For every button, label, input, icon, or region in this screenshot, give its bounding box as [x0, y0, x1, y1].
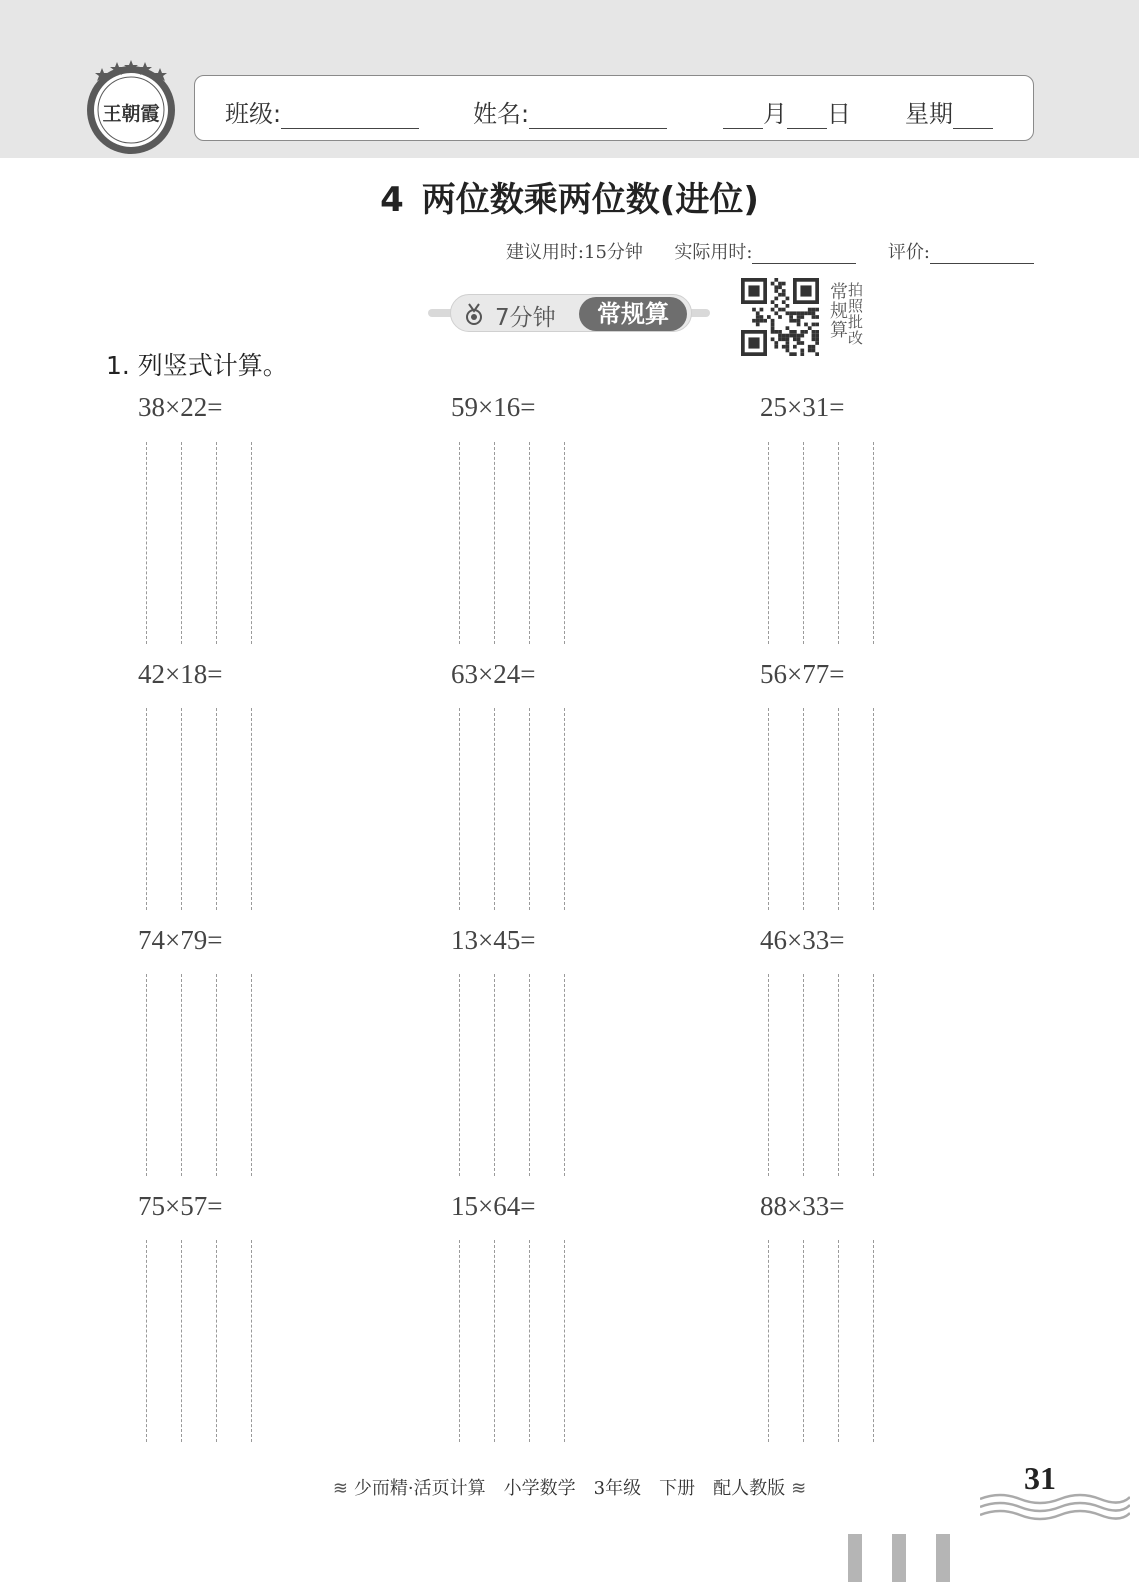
class-field — [225, 94, 419, 129]
dashed-guide-line — [838, 974, 839, 1176]
footer-text — [0, 1474, 1139, 1500]
actual-time-label: 实际用时: — [674, 242, 753, 263]
dashed-guide-line — [838, 708, 839, 910]
wave-icon: ≋ — [332, 1478, 348, 1499]
dashed-guide-line — [251, 708, 252, 910]
vertical-calc-workspace[interactable] — [459, 708, 579, 910]
dashed-guide-line — [459, 708, 460, 910]
rating-blank[interactable] — [930, 242, 1034, 264]
dashed-guide-line — [873, 1240, 874, 1442]
dashed-guide-line — [251, 974, 252, 1176]
month-label: 月 — [763, 100, 787, 128]
qr-label-sub: 拍照批改 — [846, 282, 864, 346]
time-badge — [428, 294, 710, 332]
name-label: 姓名: — [473, 100, 530, 128]
lesson-number: 4 — [380, 180, 404, 220]
dashed-guide-line — [181, 708, 182, 910]
dashed-guide-line — [803, 1240, 804, 1442]
vertical-calc-workspace[interactable] — [146, 974, 266, 1176]
dashed-guide-line — [494, 708, 495, 910]
dashed-guide-line — [146, 442, 147, 644]
dashed-guide-line — [146, 974, 147, 1176]
day-blank[interactable] — [787, 103, 827, 129]
problem-expression: 15×64= — [451, 1191, 536, 1221]
dashed-guide-line — [494, 442, 495, 644]
dashed-guide-line — [216, 708, 217, 910]
dashed-guide-line — [873, 708, 874, 910]
dashed-guide-line — [803, 708, 804, 910]
suggested-time: 建议用时:15分钟 — [505, 242, 643, 263]
vertical-calc-workspace[interactable] — [459, 974, 579, 1176]
dashed-guide-line — [564, 442, 565, 644]
dashed-guide-line — [768, 442, 769, 644]
badge-minutes: 7分钟 — [495, 305, 556, 331]
problem-expression: 63×24= — [451, 659, 536, 689]
dashed-guide-line — [803, 442, 804, 644]
name-field — [473, 94, 667, 129]
vertical-calc-workspace[interactable] — [459, 1240, 579, 1442]
dashed-guide-line — [873, 974, 874, 1176]
vertical-calc-workspace[interactable] — [768, 974, 888, 1176]
vertical-calc-workspace[interactable] — [459, 442, 579, 644]
wave-icon: ≋ — [791, 1478, 807, 1499]
badge-tag: 常规算 — [579, 297, 687, 331]
dashed-guide-line — [564, 1240, 565, 1442]
dashed-guide-line — [768, 974, 769, 1176]
dashed-guide-line — [251, 1240, 252, 1442]
dashed-guide-line — [216, 1240, 217, 1442]
problem-expression: 25×31= — [760, 392, 845, 422]
medal-icon — [463, 303, 485, 325]
qr-label-main: 常规算 — [827, 282, 848, 339]
dashed-guide-line — [768, 708, 769, 910]
dashed-guide-line — [459, 1240, 460, 1442]
problem-expression: 38×22= — [138, 392, 223, 422]
publisher-logo-seal — [82, 58, 180, 156]
problem-expression: 56×77= — [760, 659, 845, 689]
dashed-guide-line — [459, 442, 460, 644]
weekday-blank[interactable] — [953, 103, 993, 129]
page-title — [0, 172, 1139, 221]
month-blank[interactable] — [723, 103, 763, 129]
student-info-box — [194, 75, 1034, 141]
dashed-guide-line — [181, 442, 182, 644]
dashed-guide-line — [494, 1240, 495, 1442]
lesson-title: 两位数乘两位数(进位) — [421, 180, 759, 220]
dashed-guide-line — [529, 442, 530, 644]
problem-expression: 42×18= — [138, 659, 223, 689]
name-blank[interactable] — [529, 103, 667, 129]
problem-expression: 46×33= — [760, 925, 845, 955]
dashed-guide-line — [181, 974, 182, 1176]
dashed-guide-line — [838, 1240, 839, 1442]
class-blank[interactable] — [281, 103, 419, 129]
qr-code-icon[interactable] — [741, 278, 819, 356]
actual-time-blank[interactable] — [752, 242, 856, 264]
page-number: 31 — [1024, 1460, 1056, 1496]
dashed-guide-line — [564, 708, 565, 910]
problem-expression: 75×57= — [138, 1191, 223, 1221]
weekday-field — [905, 94, 993, 129]
logo-text: 王朝霞 — [102, 103, 160, 125]
vertical-calc-workspace[interactable] — [768, 1240, 888, 1442]
timing-row — [506, 238, 1034, 264]
rating-label: 评价: — [887, 242, 930, 263]
problem-expression: 74×79= — [138, 925, 223, 955]
dashed-guide-line — [459, 974, 460, 1176]
dashed-guide-line — [494, 974, 495, 1176]
dashed-guide-line — [529, 1240, 530, 1442]
dashed-guide-line — [768, 1240, 769, 1442]
dashed-guide-line — [146, 708, 147, 910]
dashed-guide-line — [251, 442, 252, 644]
dashed-guide-line — [564, 974, 565, 1176]
dashed-guide-line — [216, 442, 217, 644]
weekday-label: 星期 — [905, 100, 953, 128]
date-field — [723, 94, 851, 129]
decorative-waves-icon — [980, 1485, 1130, 1525]
dashed-guide-line — [529, 974, 530, 1176]
class-label: 班级: — [225, 100, 282, 128]
dashed-guide-line — [216, 974, 217, 1176]
problem-expression: 59×16= — [451, 392, 536, 422]
problem-expression: 88×33= — [760, 1191, 845, 1221]
vertical-calc-workspace[interactable] — [146, 1240, 266, 1442]
dashed-guide-line — [838, 442, 839, 644]
dashed-guide-line — [181, 1240, 182, 1442]
dashed-guide-line — [146, 1240, 147, 1442]
day-label: 日 — [827, 100, 851, 128]
dashed-guide-line — [529, 708, 530, 910]
dashed-guide-line — [873, 442, 874, 644]
footer-book-info: 少而精·活页计算 小学数学 3年级 下册 配人教版 — [353, 1478, 786, 1499]
vertical-calc-workspace[interactable] — [146, 442, 266, 644]
vertical-calc-workspace[interactable] — [146, 708, 266, 910]
vertical-calc-workspace[interactable] — [768, 442, 888, 644]
vertical-calc-workspace[interactable] — [768, 708, 888, 910]
problem-expression: 13×45= — [451, 925, 536, 955]
question-heading: 1. 列竖式计算。 — [106, 351, 288, 380]
dashed-guide-line — [803, 974, 804, 1176]
